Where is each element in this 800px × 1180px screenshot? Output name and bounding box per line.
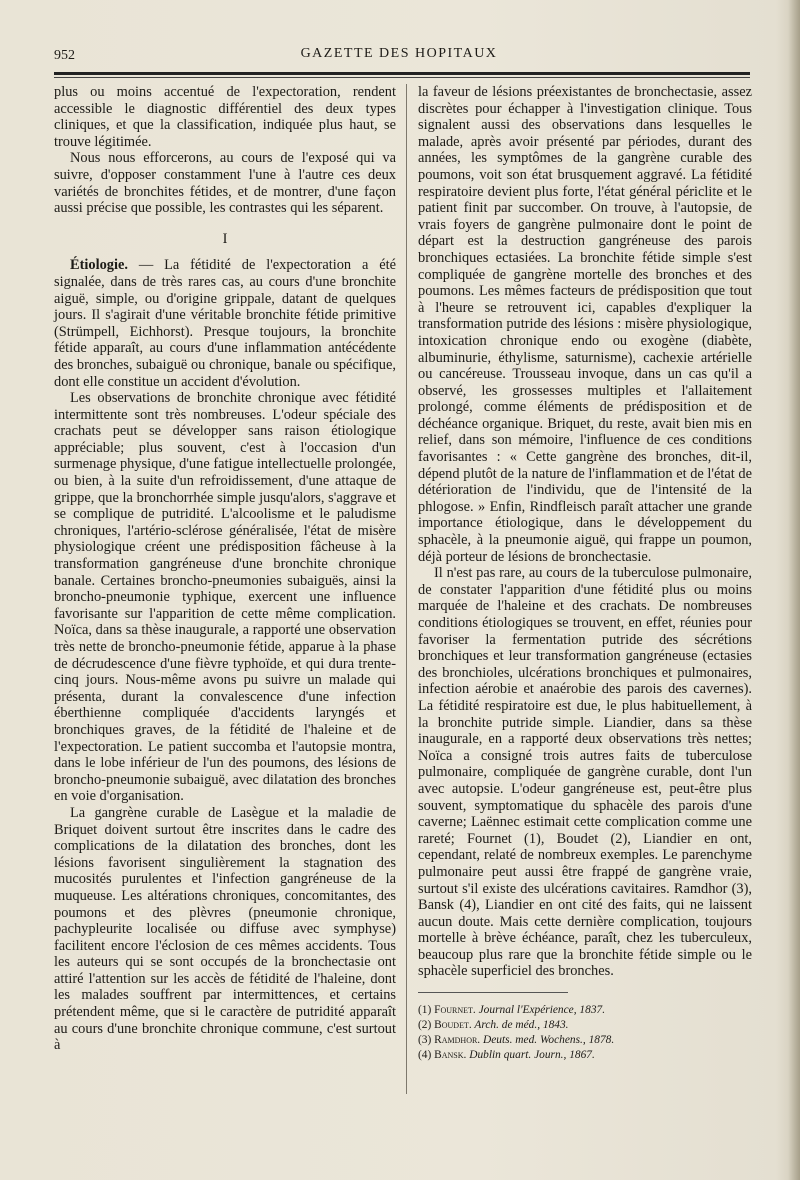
header-rule-thin: [54, 77, 750, 78]
footnote-rule: [418, 992, 568, 993]
footnote-number: (3): [418, 1034, 432, 1047]
footnote-author: Ramdhor.: [434, 1034, 481, 1047]
footnote-source: Journal l'Expérience, 1837.: [475, 1004, 606, 1017]
left-paragraph-2: Nous nous efforcerons, au cours de l'exposé qui va suivre, d'opposer constamment l'une à l'autre ces deux variétés de bronchites fétides, et de montrer, d'une façon aussi précise que possible, les contrastes qui les séparent.: [54, 150, 396, 217]
left-paragraph-1: plus ou moins accentué de l'expectoration, rendent accessible le diagnostic différentiel des deux types cliniques, et que la classification, indiquée plus haut, se trouve légitimée.: [54, 84, 396, 150]
left-paragraph-3: [54, 257, 396, 390]
footnote: [418, 1018, 752, 1033]
header-rule-thick: [54, 72, 750, 75]
page-edge-shadow: [788, 0, 800, 1180]
left-paragraph-4: Les observations de bronchite chronique avec fétidité intermittente sont très nombreuses. L'odeur spéciale des crachats peut se développer sans raison étiologique appréciable; plus souvent, c'est à l'occasion d'un surmenage physique, d'une fatigue intellectuelle prolongée, ou bien, à la suite d'un refroidissement, d'une attaque de grippe, que la bronchorrhée simple jusqu'alors, s'aggrave et se complique de putridité. L'alcoolisme et le paludisme chroniques, l'artério-sclérose généralisée, l'état de misère physiologique créent une prédisposition fâcheuse à la transformation gangréneuse d'une bronchite chronique banale. Certaines broncho-pneumonies subaiguës, ainsi la broncho-pneumonie typhique, exercent une influence favorisante sur l'apparition de cette même complication. Noïca, dans sa thèse inaugurale, a rapporté une observation très nette de broncho-pneumonie fétide, apparue à la phase de décrudescence d'une fièvre typhoïde, et qui dura trente-cinq jours. Nous-même avons pu suivre un malade qui présenta, durant la convalescence d'une infection éberthienne compliquée d'accidents laryngés et bronchiques graves, de la fétidité de l'haleine et de l'expectoration. Le patient succomba et l'autopsie montra, dans le lobe inférieur de l'un des poumons, des lésions de broncho-pneumonie subaiguë, avec dilatation des bronches en voie d'organisation.: [54, 390, 396, 805]
column-divider: [406, 84, 407, 1094]
footnote-source: Arch. de méd., 1843.: [471, 1019, 569, 1032]
footnotes: [418, 1003, 752, 1063]
page-header: [54, 44, 744, 66]
running-title: GAZETTE DES HOPITAUX: [300, 46, 498, 61]
footnote: [418, 1033, 752, 1048]
footnote-author: Boudet.: [434, 1019, 472, 1032]
left-paragraph-5: La gangrène curable de Lasègue et la maladie de Briquet doivent surtout être inscrites dans le cadre des complications de la dilatation des bronches, dont les lésions favorisent singulièrement la stagnation des mucosités purulentes et l'infection gangréneuse de la muqueuse. Les altérations chroniques, concomitantes, des poumons et des plèvres (pneumonie chronique, pachypleurite localisée ou diffuse avec symphyse) facilitent encore l'éclosion de ces mêmes accidents. Tous les auteurs qui se sont occupés de la bronchectasie ont attiré l'attention sur les accès de fétidité de l'haleine, dont les malades souffrent par intermittences, et certains prétendent même, que si le caractère de putridité apparaît au cours d'une bronchite chronique commune, c'est surtout à: [54, 804, 396, 1054]
footnote: [418, 1003, 752, 1018]
footnote-author: Fournet.: [434, 1004, 476, 1017]
footnote: [418, 1048, 752, 1063]
right-column: [418, 84, 752, 1063]
footnote-number: (1): [418, 1004, 432, 1017]
right-paragraph-1: la faveur de lésions préexistantes de bronchectasie, assez discrètes pour échapper à l'investigation clinique. Tous signalent aussi des observations dans lesquelles le malade, après avoir présenté par périodes, durant des années, les symptômes de la gangrène curable des poumons, voit son état brusquement aggravé. La fétidité respiratoire devient plus forte, l'état général périclite et le patient finit par succomber. On trouve, à l'autopsie, de vrais foyers de gangrène pulmonaire dont le point de départ est la destruction gangréneuse des parois bronchiques ectasiées. La bronchite fétide simple s'est compliquée de gangrène mortelle des bronches et des poumons. Les mêmes facteurs de prédisposition que tout à l'heure se retrouvent ici, capables d'expliquer la transformation putride des lésions : misère physiologique, intoxication chronique endo ou exogène (diabète, albuminurie, éthylisme, saturnisme), cachexie artérielle ou cancéreuse. Trousseau invoque, dans un cas qu'il a observé, les grossesses multiples et l'allaitement prolongé, comme éléments de prédisposition et de déchéance organique. Briquet, du reste, avait bien mis en relief, dans son mémoire, l'influence de ces conditions favorisantes : « Cette gangrène des bronches, dit-il, dépend plutôt de la nature de l'inflammation et de l'état de détérioration de l'individu, que de l'intensité de la phlogose. » Enfin, Rindfleisch paraît attacher une grande importance étiologique, dans le développement du sphacèle, à la pneumonie aiguë, qui frappe un poumon, déjà porteur de lésions de bronchectasie.: [418, 84, 752, 565]
footnote-source: Dublin quart. Journ., 1867.: [466, 1049, 595, 1062]
right-paragraph-2: Il n'est pas rare, au cours de la tuberculose pulmonaire, de constater l'apparition d'une fétidité plus ou moins marquée de l'haleine et des crachats. De nombreuses conditions étiologiques se trouvent, en effet, réunies pour favoriser la fermentation putride des sécrétions bronchiques et leur transformation gangréneuse (ectasies des bronchioles, ulcérations bronchiques et pulmonaires, infection aérobie et anaérobie des parois des cavernes). La fétidité respiratoire est due, le plus habituellement, à la bronchite putride simple. Liandier, dans sa thèse inaugurale, en a rapporté deux observations très nettes; Noïca a consigné trois autres faits de tuberculose pulmonaire, compliquée de gangrène curable, dont l'un avec autopsie. L'odeur gangréneuse est, peut-être plus souvent, symptomatique du sphacèle des parois d'une caverne; Laënnec estimait cette complication comme une rareté; Fournet (1), Boudet (2), Liandier en ont, cependant, relaté de nombreux exemples. Le parenchyme pulmonaire peut aussi être frappé de gangrène vraie, surtout s'il existe des ulcérations cavitaires. Ramdhor (3), Bansk (4), Liandier en ont cité des faits, qui ne laissent aucun doute. Mais cette dernière complication, toujours mortelle à brève échéance, paraît, chez les tuberculeux, beaucoup plus rare que la bronchite fétide simple ou le sphacèle superficiel des bronches.: [418, 565, 752, 980]
footnote-author: Bansk.: [434, 1049, 467, 1062]
footnote-source: Deuts. med. Wochens., 1878.: [480, 1034, 615, 1047]
left-column: [54, 84, 396, 1054]
footnote-number: (2): [418, 1019, 432, 1032]
footnote-number: (4): [418, 1049, 432, 1062]
run-in-heading: Étiologie.: [70, 257, 128, 274]
page-number: 952: [54, 48, 75, 63]
section-number: I: [222, 230, 228, 247]
left-paragraph-3-text: — La fétidité de l'expectoration a été signalée, dans de très rares cas, au cours d'une bronchite aiguë, simple, ou d'origine grippale, datant de quelques jours. Il s'agirait d'une véritable bronchite fétide primitive (Strümpell, Eichhorst). Presque toujours, la bronchite fétide apparaît, au cours d'une inflammation antécédente des bronches, subaiguë ou chronique, banale ou spécifique, dont elle constitue un accident d'évolution.: [54, 257, 396, 390]
